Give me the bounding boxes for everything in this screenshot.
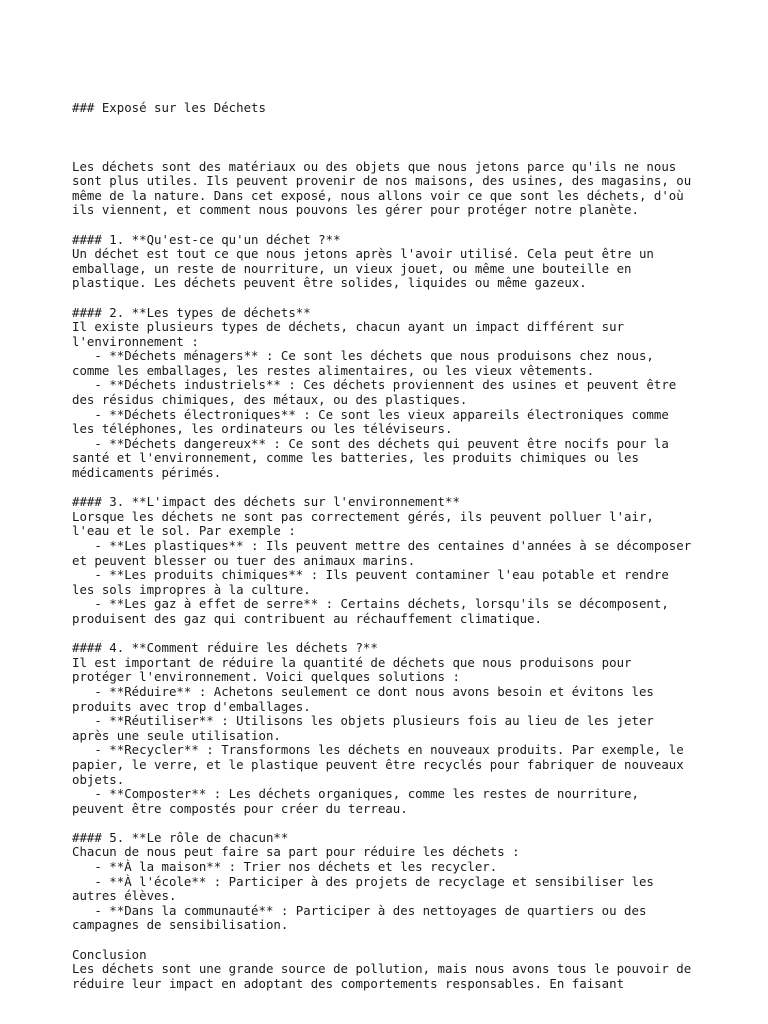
text-line: ils viennent, et comment nous pouvons les gérer pour protéger notre planète.	[72, 202, 639, 218]
text-line: après une seule utilisation.	[72, 727, 281, 743]
text-line: emballage, un reste de nourriture, un vieux jouet, ou même une bouteille en	[72, 260, 632, 276]
text-line: Conclusion	[72, 946, 147, 962]
text-line: Il existe plusieurs types de déchets, chacun ayant un impact différent sur	[72, 319, 625, 335]
paragraph	[72, 948, 712, 992]
paragraph	[72, 831, 712, 933]
list-item-line: - **Déchets ménagers** : Ce sont les déchets que nous produisons chez nous,	[72, 348, 654, 364]
document-body	[72, 145, 712, 991]
text-line: Les déchets sont des matériaux ou des objets que nous jetons parce qu'ils ne nous	[72, 158, 677, 174]
text-line: campagnes de sensibilisation.	[72, 917, 289, 933]
list-item-line: - **Déchets industriels** : Ces déchets proviennent des usines et peuvent être	[72, 377, 677, 393]
text-line: et peuvent blesser ou tuer des animaux marins.	[72, 552, 416, 568]
paragraph-gap	[72, 627, 712, 642]
text-line: l'environnement :	[72, 333, 199, 349]
text-line: réduire leur impact en adoptant des comportements responsables. En faisant	[72, 975, 625, 991]
text-line: produisent des gaz qui contribuent au réchauffement climatique.	[72, 610, 542, 626]
paragraph-gap	[72, 145, 712, 160]
text-line: sont plus utiles. Ils peuvent provenir de nos maisons, des usines, des magasins, ou	[72, 173, 692, 189]
section-heading: #### 1. **Qu'est-ce qu'un déchet ?**	[72, 231, 341, 247]
text-line: Chacun de nous peut faire sa part pour réduire les déchets :	[72, 844, 520, 860]
text-line: des résidus chimiques, des métaux, ou des plastiques.	[72, 392, 468, 408]
text-line: même de la nature. Dans cet exposé, nous allons voir ce que sont les déchets, d'où	[72, 187, 684, 203]
paragraph	[72, 495, 712, 626]
list-item-line: - **Les gaz à effet de serre** : Certains déchets, lorsqu'ils se décomposent,	[72, 596, 669, 612]
list-item-line: - **Les plastiques** : Ils peuvent mettre des centaines d'années à se décomposer	[72, 538, 692, 553]
text-line: plastique. Les déchets peuvent être solides, liquides ou même gazeux.	[72, 275, 587, 291]
paragraph	[72, 641, 712, 816]
text-line: produits avec trop d'emballages.	[72, 698, 311, 714]
section-heading: #### 4. **Comment réduire les déchets ?**	[72, 640, 378, 656]
list-item-line: - **Les produits chimiques** : Ils peuvent contaminer l'eau potable et rendre	[72, 567, 669, 583]
paragraph	[72, 160, 712, 218]
paragraph	[72, 233, 712, 291]
list-item-line: - **Déchets dangereux** : Ce sont des déchets qui peuvent être nocifs pour la	[72, 435, 669, 451]
text-line: papier, le verre, et le plastique peuvent être recyclés pour fabriquer de nouveaux	[72, 756, 684, 772]
text-line: peuvent être compostés pour créer du terreau.	[72, 800, 408, 816]
list-item-line: - **Réduire** : Achetons seulement ce dont nous avons besoin et évitons les	[72, 683, 654, 699]
list-item-line: - **Dans la communauté** : Participer à des nettoyages de quartiers ou des	[72, 902, 647, 918]
section-heading: #### 5. **Le rôle de chacun**	[72, 829, 289, 845]
text-line: l'eau et le sol. Par exemple :	[72, 523, 296, 539]
list-item-line: - **Déchets électroniques** : Ce sont les vieux appareils électroniques comme	[72, 406, 669, 422]
section-heading: #### 3. **L'impact des déchets sur l'environnement**	[72, 494, 460, 510]
paragraph-gap	[72, 933, 712, 948]
paragraph-gap	[72, 291, 712, 306]
list-item-line: - **Recycler** : Transformons les déchets en nouveaux produits. Par exemple, le	[72, 742, 684, 758]
section-heading: #### 2. **Les types de déchets**	[72, 304, 311, 320]
paragraph	[72, 306, 712, 481]
text-line: Les déchets sont une grande source de pollution, mais nous avons tous le pouvoir de	[72, 961, 692, 977]
text-line: médicaments périmés.	[72, 465, 222, 481]
list-item-line: - **Composter** : Les déchets organiques, comme les restes de nourriture,	[72, 786, 639, 802]
list-item-line: - **À l'école** : Participer à des projets de recyclage et sensibiliser les	[72, 873, 654, 889]
text-line: Il est important de réduire la quantité de déchets que nous produisons pour	[72, 654, 632, 670]
text-line: les téléphones, les ordinateurs ou les téléviseurs.	[72, 421, 453, 437]
text-line: Un déchet est tout ce que nous jetons après l'avoir utilisé. Cela peut être un	[72, 246, 654, 262]
text-line: protéger l'environnement. Voici quelques solutions :	[72, 669, 460, 685]
list-item-line: - **Réutiliser** : Utilisons les objets plusieurs fois au lieu de les jeter	[72, 713, 654, 729]
text-line: Lorsque les déchets ne sont pas correctement gérés, ils peuvent polluer l'air,	[72, 508, 654, 524]
text-line: santé et l'environnement, comme les batteries, les produits chimiques ou les	[72, 450, 639, 466]
document-title: ### Exposé sur les Déchets	[72, 100, 266, 116]
list-item-line: - **À la maison** : Trier nos déchets et les recycler.	[72, 859, 498, 875]
paragraph-gap	[72, 481, 712, 496]
paragraph-gap	[72, 816, 712, 831]
text-line: les sols impropres à la culture.	[72, 581, 311, 597]
text-line: objets.	[72, 771, 125, 787]
text-line: comme les emballages, les restes alimentaires, ou les vieux vêtements.	[72, 362, 595, 378]
paragraph-gap	[72, 218, 712, 233]
text-line: autres élèves.	[72, 888, 177, 904]
document-page	[72, 72, 712, 1006]
